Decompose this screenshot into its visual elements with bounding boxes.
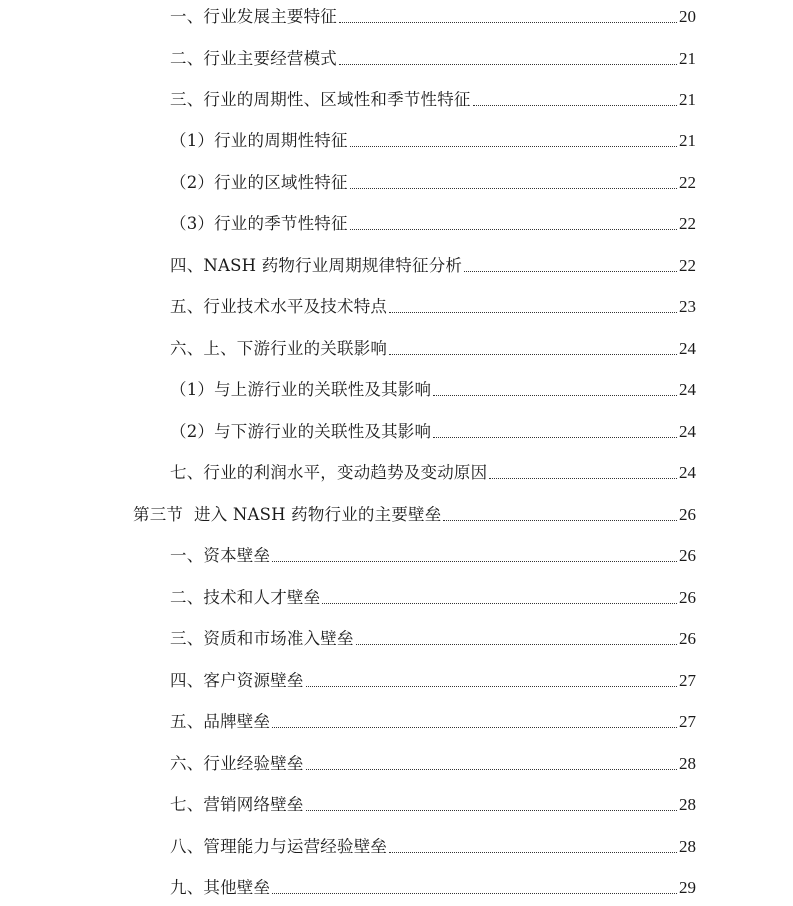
toc-entry-page: 26 (679, 505, 696, 524)
dot-leader (464, 256, 677, 276)
dot-leader (389, 837, 677, 857)
dot-leader (272, 878, 677, 898)
toc-entry-label: 五、行业技术水平及技术特点 (170, 297, 388, 316)
toc-entry-label: 一、资本壁垒 (170, 546, 271, 565)
toc-entry (0, 416, 793, 442)
toc-entry (0, 208, 793, 234)
dot-leader (389, 339, 677, 359)
dot-leader (339, 7, 677, 27)
toc-entry-page: 21 (679, 131, 696, 150)
toc-entry (0, 84, 793, 110)
toc-entry (0, 1, 793, 27)
toc-entry-page: 22 (679, 214, 696, 233)
toc-entry (0, 250, 793, 276)
toc-entry-page: 20 (679, 7, 696, 26)
toc-entry-label: 九、其他壁垒 (170, 878, 271, 897)
toc-entry (0, 831, 793, 857)
toc-entry-label: （2）行业的区域性特征 (170, 173, 348, 192)
toc-entry-page: 23 (679, 297, 696, 316)
toc-entry (0, 748, 793, 774)
dot-leader (489, 463, 677, 483)
toc-entry (0, 872, 793, 898)
toc-entry-page: 24 (679, 380, 696, 399)
dot-leader (272, 712, 677, 732)
toc-entry-page: 24 (679, 463, 696, 482)
toc-entry-page: 24 (679, 422, 696, 441)
toc-entry (0, 457, 793, 483)
dot-leader (433, 380, 677, 400)
dot-leader (306, 754, 677, 774)
toc-entry-label: 七、营销网络壁垒 (170, 795, 304, 814)
toc-entry-label: （1）与上游行业的关联性及其影响 (170, 380, 432, 399)
toc-entry-page: 28 (679, 754, 696, 773)
toc-entry-page: 28 (679, 795, 696, 814)
toc-entry-page: 27 (679, 671, 696, 690)
toc-entry (0, 789, 793, 815)
dot-leader (443, 505, 677, 525)
toc-entry-label: 二、行业主要经营模式 (170, 49, 337, 68)
toc-entry (0, 582, 793, 608)
toc-entry-label: （3）行业的季节性特征 (170, 214, 348, 233)
toc-entry-label: 四、NASH 药物行业周期规律特征分析 (170, 256, 463, 275)
dot-leader (473, 90, 677, 110)
dot-leader (306, 671, 677, 691)
toc-entry (0, 540, 793, 566)
dot-leader (356, 629, 677, 649)
toc-entry (0, 706, 793, 732)
toc-entry-label: 第三节 进入 NASH 药物行业的主要壁垒 (133, 505, 442, 524)
toc-entry-label: 六、行业经验壁垒 (170, 754, 304, 773)
dot-leader (339, 49, 677, 69)
toc-entry-page: 22 (679, 256, 696, 275)
toc-entry-page: 24 (679, 339, 696, 358)
toc-entry-label: （2）与下游行业的关联性及其影响 (170, 422, 432, 441)
toc-entry (0, 43, 793, 69)
toc-entry-label: 一、行业发展主要特征 (170, 7, 337, 26)
toc-entry (0, 623, 793, 649)
dot-leader (389, 297, 677, 317)
toc-section-entry (0, 499, 793, 525)
dot-leader (350, 131, 677, 151)
toc-entry-page: 26 (679, 546, 696, 565)
toc-entry-page: 28 (679, 837, 696, 856)
dot-leader (322, 588, 677, 608)
dot-leader (306, 795, 677, 815)
toc-entry-page: 26 (679, 629, 696, 648)
toc-entry-page: 21 (679, 49, 696, 68)
toc-entry-label: 七、行业的利润水平，变动趋势及变动原因 (170, 463, 488, 482)
toc-entry-page: 26 (679, 588, 696, 607)
dot-leader (433, 422, 677, 442)
toc-entry-page: 21 (679, 90, 696, 109)
toc-entry-label: （1）行业的周期性特征 (170, 131, 348, 150)
toc-entry-label: 二、技术和人才壁垒 (170, 588, 321, 607)
toc-entry-label: 八、管理能力与运营经验壁垒 (170, 837, 388, 856)
toc-entry-page: 27 (679, 712, 696, 731)
toc-entry (0, 167, 793, 193)
toc-entry-label: 三、行业的周期性、区域性和季节性特征 (170, 90, 471, 109)
toc-entry-page: 29 (679, 878, 696, 897)
dot-leader (272, 546, 677, 566)
toc-entry (0, 374, 793, 400)
toc-entry-label: 四、客户资源壁垒 (170, 671, 304, 690)
toc-entry-label: 五、品牌壁垒 (170, 712, 271, 731)
toc-entry-label: 六、上、下游行业的关联影响 (170, 339, 388, 358)
toc-entry-label: 三、资质和市场准入壁垒 (170, 629, 354, 648)
dot-leader (350, 214, 677, 234)
toc-entry (0, 665, 793, 691)
toc-entry-page: 22 (679, 173, 696, 192)
dot-leader (350, 173, 677, 193)
toc-entry (0, 125, 793, 151)
toc-entry (0, 333, 793, 359)
toc-entry (0, 291, 793, 317)
